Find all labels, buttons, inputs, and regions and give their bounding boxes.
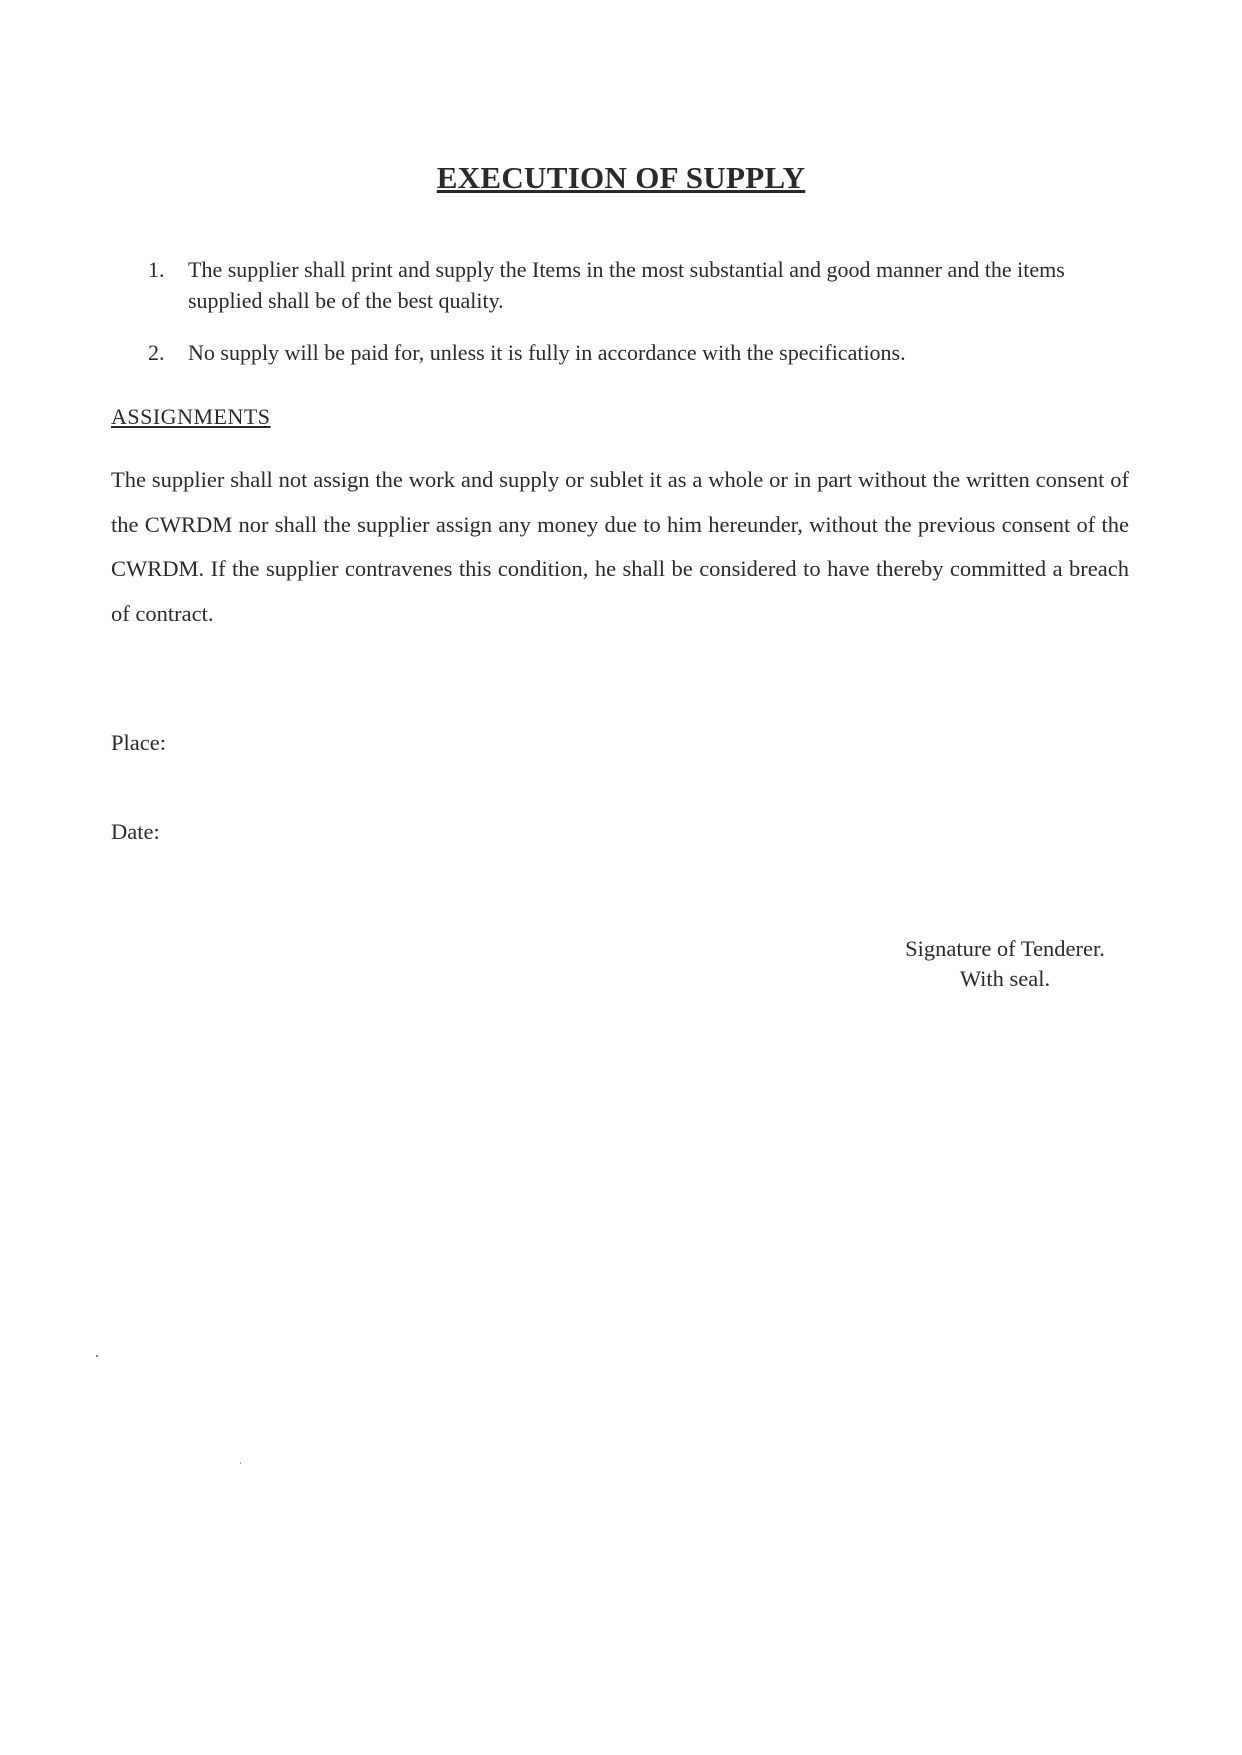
assignments-paragraph: The supplier shall not assign the work and supply or sublet it as a whole or in part without the written consent of the CWRDM nor shall the supplier assign any money due to him hereunder, without the previous consent of the CWRDM. If the supplier contravenes this condition, he shall be considered to have thereby committed a breach of contract. bbox=[111, 467, 1129, 626]
clause-item bbox=[148, 254, 1138, 316]
assignments-heading: ASSIGNMENTS bbox=[111, 404, 271, 429]
clause-number: 1. bbox=[148, 257, 165, 282]
document-title: EXECUTION OF SUPPLY bbox=[436, 160, 806, 195]
date-label: Date: bbox=[111, 819, 160, 844]
seal-line: With seal. bbox=[959, 966, 1051, 991]
scan-speck bbox=[240, 1462, 241, 1464]
clause-text: The supplier shall print and supply the Items in the most substantial and good manner and the items supplied shall be of the best quality. bbox=[188, 257, 1065, 313]
place-label: Place: bbox=[111, 730, 166, 755]
scan-speck bbox=[96, 1355, 98, 1357]
clause-number: 2. bbox=[148, 340, 165, 365]
clause-text: No supply will be paid for, unless it is fully in accordance with the specifications. bbox=[188, 340, 906, 365]
clause-list bbox=[148, 254, 1138, 389]
clause-item bbox=[148, 337, 1138, 368]
signature-line: Signature of Tenderer. bbox=[905, 936, 1105, 961]
signature-block bbox=[880, 934, 1130, 994]
